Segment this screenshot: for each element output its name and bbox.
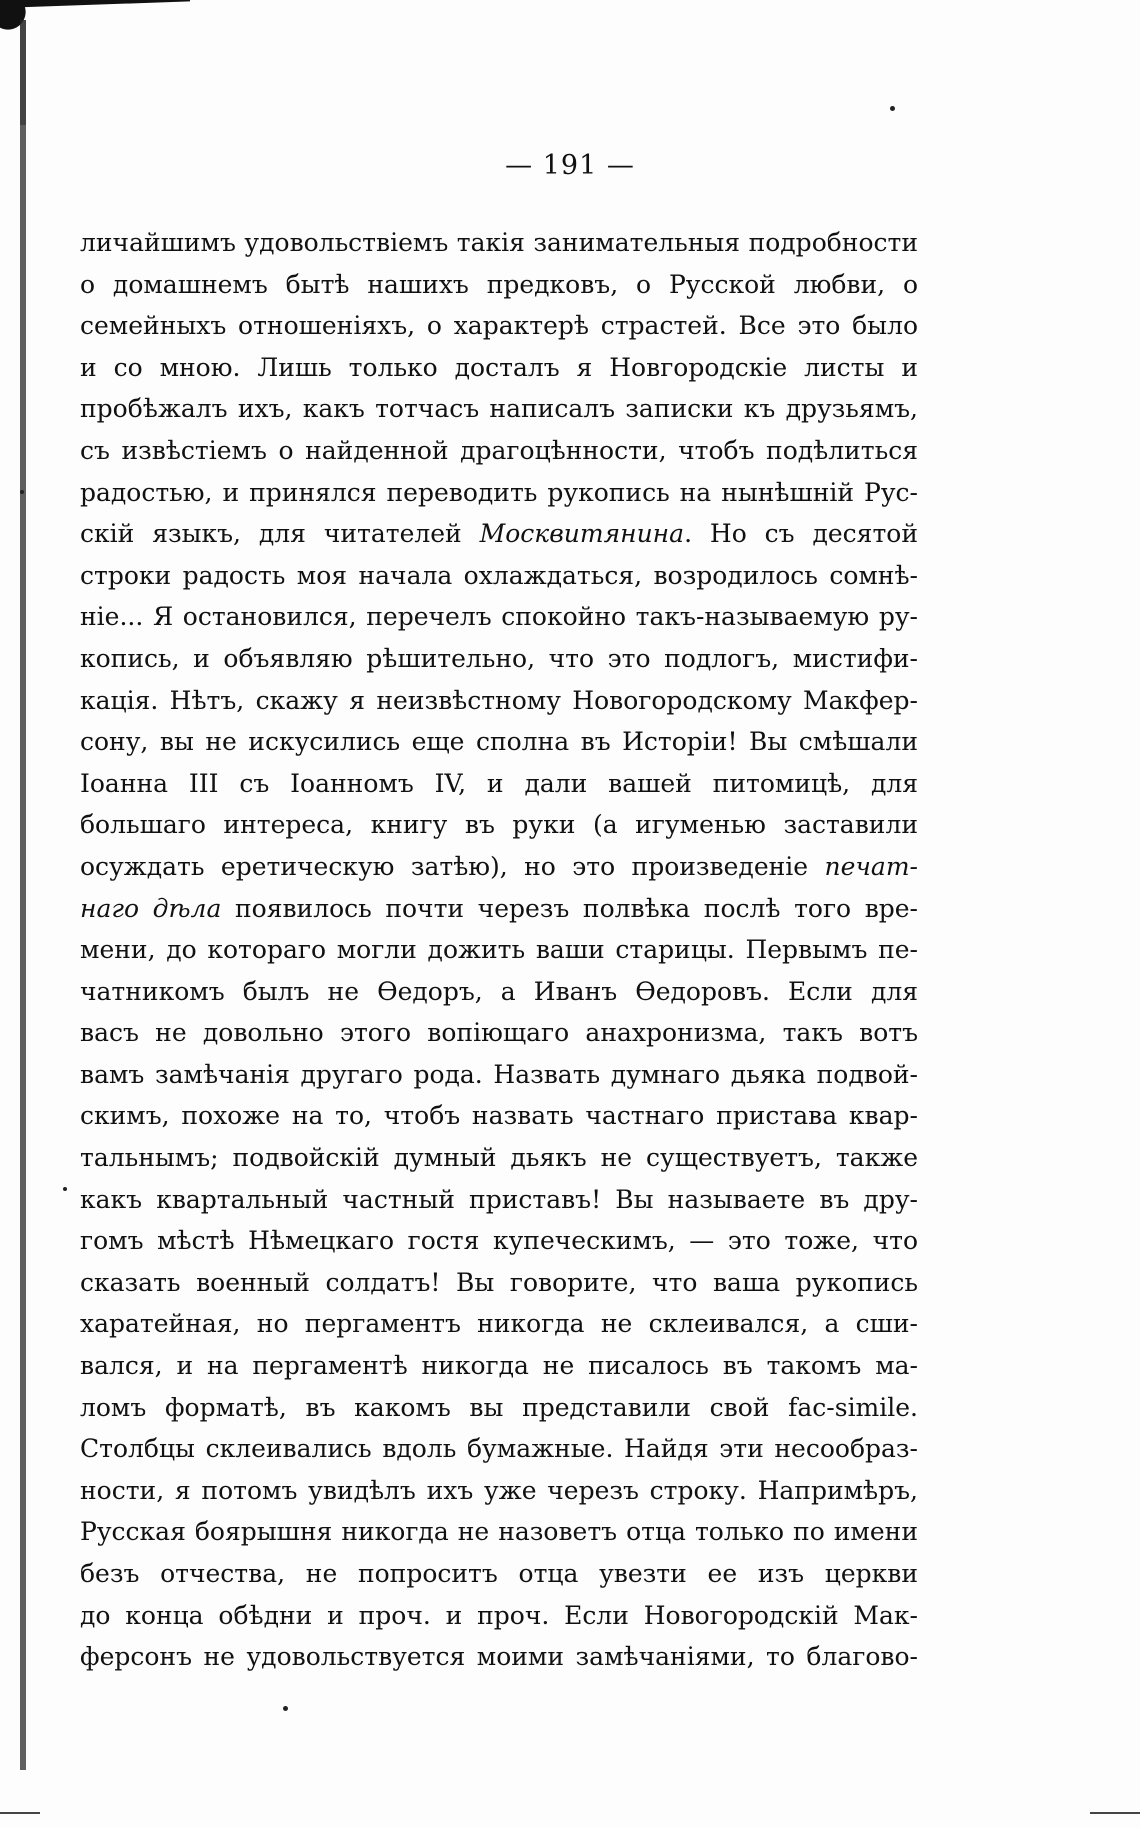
text-line: [80, 888, 918, 930]
text-line: [80, 1054, 918, 1096]
text-run: кація. Нѣтъ, скажу я неизвѣстному Новогородскому Макфер-: [80, 685, 918, 715]
text-line: [80, 1012, 918, 1054]
text-run: скимъ, похоже на то, чтобъ назвать частнаго пристава квар-: [80, 1101, 918, 1131]
text-run: Іоанна III съ Іоанномъ IV, и дали вашей питомицѣ, для: [80, 768, 918, 798]
text-run: какъ квартальный частный приставъ! Вы называете въ дру-: [80, 1184, 918, 1214]
text-line: [80, 1303, 918, 1345]
text-line: [80, 1220, 918, 1262]
text-run: о домашнемъ бытѣ нашихъ предковъ, о Русской любви, о: [80, 269, 918, 299]
text-run: ніе... Я остановился, перечелъ спокойно такъ-называемую ру-: [80, 602, 918, 632]
text-line: [80, 721, 918, 763]
body-text: [80, 222, 918, 1678]
text-line: [80, 1137, 918, 1179]
text-run: безъ отчества, не попроситъ отца увезти ее изъ церкви: [80, 1559, 918, 1588]
scan-artifact-left-edge: [20, 20, 26, 1770]
text-run: васъ не довольно этого вопіющаго анахронизма, такъ вотъ: [80, 1018, 918, 1048]
text-run: ности, я потомъ увидѣлъ ихъ уже черезъ строку. Напримѣръ,: [80, 1475, 918, 1505]
text-line: [80, 971, 918, 1013]
text-run: вался, и на пергаментѣ никогда не писалось въ такомъ ма-: [80, 1351, 918, 1381]
text-line: [80, 472, 918, 514]
text-run: скій языкъ, для читателей: [80, 519, 480, 549]
text-run: семейныхъ отношеніяхъ, о характерѣ страстей. Все это было: [80, 311, 918, 341]
scan-speck: [63, 1187, 67, 1191]
text-line: [80, 804, 918, 846]
text-run: Русская боярышня никогда не назоветъ отца только по имени: [80, 1517, 918, 1547]
text-run: ферсонъ не удовольствуется моими замѣчаніями, то благово-: [80, 1642, 918, 1672]
text-run: . Но съ десятой: [684, 519, 918, 549]
text-line: [80, 929, 918, 971]
text-line: [80, 846, 918, 888]
text-line: [80, 430, 918, 472]
scan-speck: [890, 106, 895, 111]
text-line: [80, 1553, 918, 1595]
text-line: [80, 305, 918, 347]
text-run: харатейная, но пергаментъ никогда не склеивался, а сши-: [80, 1309, 918, 1339]
text-line: [80, 1470, 918, 1512]
text-line: [80, 1345, 918, 1387]
text-line: [80, 222, 918, 264]
scan-artifact-bottom-mark: [1090, 1812, 1140, 1814]
text-line: [80, 264, 918, 306]
italic-text: Москвитянина: [479, 519, 685, 549]
text-run: мени, до котораго могли дожить ваши старицы. Первымъ пе-: [80, 935, 918, 965]
text-run: пробѣжалъ ихъ, какъ тотчасъ написалъ записки къ друзьямъ,: [80, 394, 918, 424]
italic-text: наго дѣла: [80, 893, 222, 923]
text-run: Столбцы склеивались вдоль бумажные. Найдя эти несообраз-: [80, 1434, 918, 1464]
text-line: [80, 1262, 918, 1304]
italic-text: печат-: [824, 851, 918, 881]
text-run: копись, и объявляю рѣшительно, что это подлогъ, мистифи-: [80, 643, 918, 673]
text-run: гомъ мѣстѣ Нѣмецкаго гостя купеческимъ, — это тоже, что: [80, 1226, 918, 1256]
text-run: появилось почти черезъ полвѣка послѣ того вре-: [221, 893, 918, 923]
text-line: [80, 388, 918, 430]
page-number: — 191 —: [505, 150, 635, 181]
text-run: тальнымъ; подвойскій думный дьякъ не существуетъ, также: [80, 1143, 918, 1173]
text-run: осуждать еретическую затѣю), но это произведеніе: [80, 851, 825, 881]
scan-speck: [283, 1706, 288, 1711]
text-line: [80, 1387, 918, 1429]
text-run: до конца обѣдни и проч. и проч. Если Новогородскій Мак-: [80, 1600, 918, 1630]
text-run: радостью, и принялся переводить рукопись на нынѣшній Рус-: [80, 477, 918, 507]
text-line: [80, 1095, 918, 1137]
text-line: [80, 1636, 918, 1678]
text-run: и со мною. Лишь только досталъ я Новгородскіе листы и: [80, 352, 918, 382]
text-line: [80, 638, 918, 680]
text-line: [80, 596, 918, 638]
text-line: [80, 1511, 918, 1553]
text-line: [80, 680, 918, 722]
text-run: съ извѣстіемъ о найденной драгоцѣнности, чтобъ подѣлиться: [80, 435, 918, 465]
text-run: сону, вы не искусились еще сполна въ Исторіи! Вы смѣшали: [80, 727, 918, 757]
text-run: строки радость моя начала охлаждаться, возродилось сомнѣ-: [80, 560, 918, 590]
scan-artifact-top-edge: [0, 0, 190, 8]
text-line: [80, 763, 918, 805]
text-line: [80, 513, 918, 555]
scan-speck: [20, 490, 24, 494]
text-line: [80, 1428, 918, 1470]
text-line: [80, 1179, 918, 1221]
text-run: ломъ форматѣ, въ какомъ вы представили свой fac-simile.: [80, 1392, 918, 1422]
text-run: вамъ замѣчанія другаго рода. Назвать думнаго дьяка подвой-: [80, 1059, 918, 1089]
scan-artifact-bottom-mark: [0, 1812, 40, 1814]
text-line: [80, 1595, 918, 1637]
text-line: [80, 555, 918, 597]
text-run: сказать военный солдатъ! Вы говорите, что ваша рукопись: [80, 1267, 918, 1297]
text-run: большаго интереса, книгу въ руки (а игуменью заставили: [80, 810, 918, 840]
text-run: чатникомъ былъ не Ѳедоръ, а Иванъ Ѳедоровъ. Если для: [80, 976, 918, 1006]
text-line: [80, 347, 918, 389]
text-run: личайшимъ удовольствіемъ такія занимательныя подробности: [80, 228, 918, 257]
